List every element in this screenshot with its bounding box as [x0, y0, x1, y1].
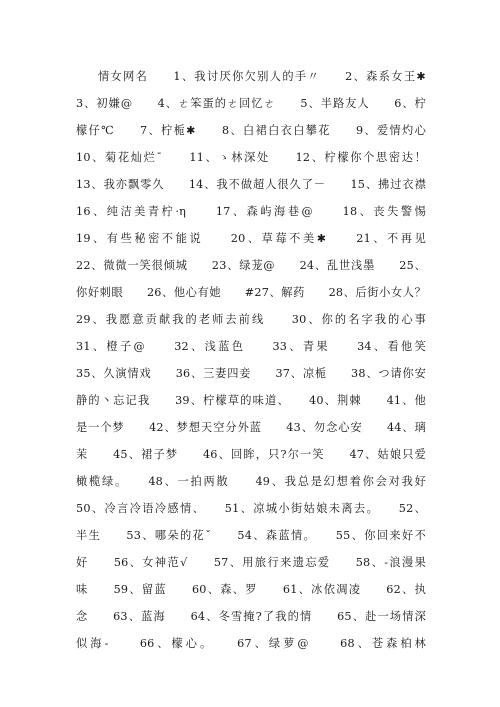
- text-line: 31、橙子@ 32、浅蓝色 33、青果 34、看他笑: [76, 340, 426, 353]
- text-line: 10、菊花灿烂ˉ 11、ゝ林深处 12、柠檬你个思密达！: [76, 151, 426, 164]
- text-line: 你好刺眼 26、他心有她 #27、解药 28、后街小女人？: [76, 286, 426, 299]
- document-body: [76, 63, 426, 657]
- text-line: 念 63、蓝海 64、冬雪掩?了我的情 65、赴一场情深: [76, 610, 426, 623]
- text-line: 是一个梦 42、梦想天空分外蓝 43、勿念心安 44、璃: [76, 421, 426, 434]
- text-line: 半生 53、哪朵的花ˇ 54、森蓝情。 55、你回来好不: [76, 529, 426, 542]
- text-line: 檬仔℃ 7、柠栀✱ 8、白裙白衣白攀花 9、爱情灼心: [76, 124, 426, 137]
- text-line: 情女网名 1、我讨厌你欠别人的手〃 2、森系女王✱: [98, 70, 426, 83]
- text-line: 16、纯洁美青柠·η 17、森屿海巷@ 18、丧失警惕: [76, 205, 426, 218]
- text-line: 13、我亦飘零久 14、我不做超人很久了－ 15、拂过衣襟: [76, 178, 426, 191]
- text-line: 3、初嫌@ 4、ㄜ笨蛋的ㄜ回忆ㄜ 5、半路友人 6、柠: [76, 97, 426, 110]
- text-line: 似海- 66、檬心。 67、绿萝@ 68、苍森柏林: [76, 637, 426, 650]
- text-line: 22、微微一笑很倾城 23、绿茏@ 24、乱世浅墨 25、: [76, 259, 426, 272]
- text-line: 橄榄绿。 48、一拍两散 49、我总是幻想着你会对我好: [76, 475, 426, 488]
- text-line: 35、久演情戏 36、三妻四妾 37、凉栀 38、つ请你安: [76, 367, 426, 380]
- text-line: 50、冷言冷语冷感情、 51、凉城小街姑娘未离去。 52、: [76, 502, 426, 515]
- text-line: 味 59、留蓝 60、森、罗 61、冰依凋凌 62、执: [76, 583, 426, 596]
- text-line: 好 56、女神范√ 57、用旅行来遗忘爱 58、-浪漫果: [76, 556, 426, 569]
- text-line: 29、我愿意贡献我的老师去前线 30、你的名字我的心事: [76, 313, 426, 326]
- text-line: 茉 45、裙子梦 46、回眸，只?尔一笑 47、姑娘只爱: [76, 448, 426, 461]
- text-line: 19、有些秘密不能说 20、草莓不美✱ 21、不再见: [76, 232, 426, 245]
- text-line: 静的丶忘记我 39、柠檬草的味道、 40、荆棘 41、他: [76, 394, 426, 407]
